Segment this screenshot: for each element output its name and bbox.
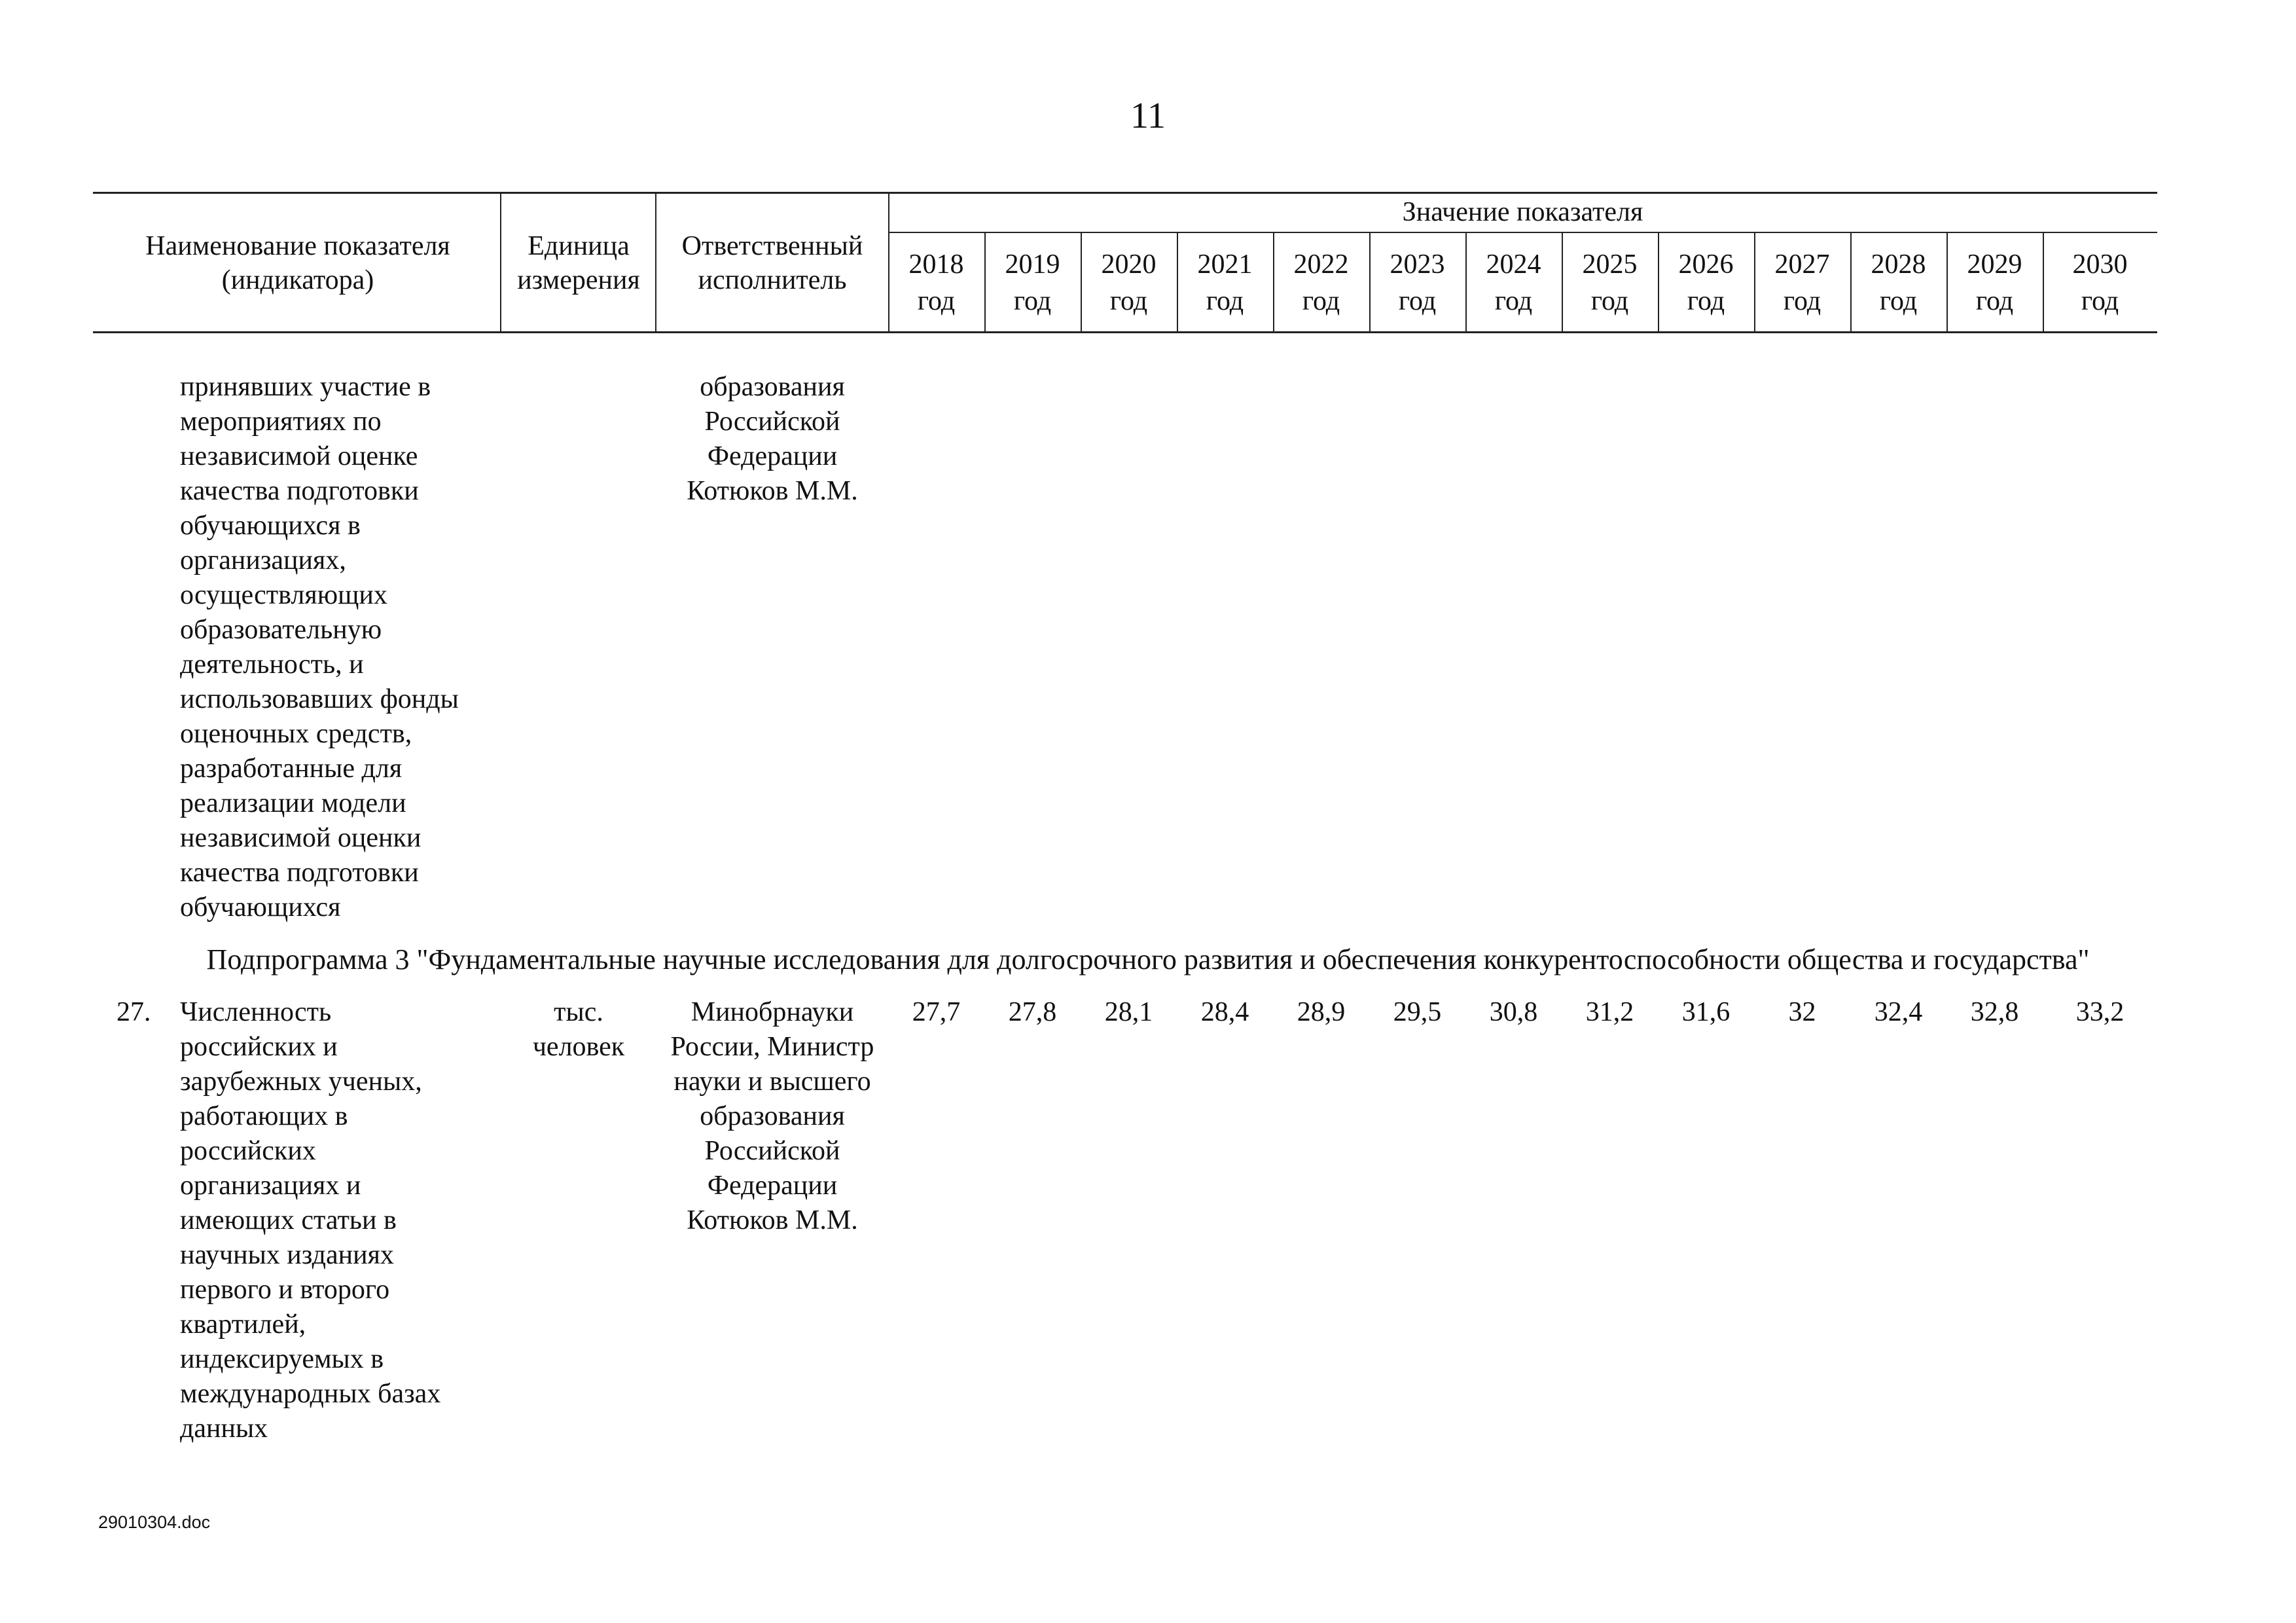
year-header-2024: 2024 год bbox=[1486, 249, 1541, 316]
year-header-2021: 2021 год bbox=[1197, 249, 1253, 316]
year-header-2020: 2020 год bbox=[1101, 249, 1157, 316]
header-values: Значение показателя bbox=[1402, 197, 1643, 227]
value-2020: 28,1 bbox=[1104, 997, 1153, 1027]
header-unit: Единица измерения bbox=[517, 231, 640, 295]
document-filename: 29010304.doc bbox=[98, 1512, 211, 1532]
value-2028: 32,4 bbox=[1874, 997, 1923, 1027]
year-header-2026: 2026 год bbox=[1678, 249, 1734, 316]
table-header-bottom-rule bbox=[93, 331, 2157, 333]
values-subheader-rule bbox=[888, 232, 2157, 233]
page-number: 11 bbox=[1130, 96, 1166, 136]
subprogram-heading: Подпрограмма 3 "Фундаментальные научные исследования для долгосрочного развития и обеспечения конкурентоспособности общества и государства" bbox=[206, 943, 2090, 976]
year-header-2022: 2022 год bbox=[1293, 249, 1349, 316]
value-2029: 32,8 bbox=[1970, 997, 2019, 1027]
year-header-2019: 2019 год bbox=[1005, 249, 1060, 316]
year-header-2018: 2018 год bbox=[908, 249, 964, 316]
year-header-2027: 2027 год bbox=[1774, 249, 1830, 316]
value-2024: 30,8 bbox=[1489, 997, 1538, 1027]
continued-executor: образования Российской Федерации Котюков М.М. bbox=[687, 372, 858, 506]
continued-indicator-name: принявших участие в мероприятиях по независимой оценке качества подготовки обучающихся в организациях, осуществляющих образовательную деятельность, и использовавших фонды оценочных средств, разработанные для реализации модели независимой оценки качества подготовки обучающихся bbox=[180, 372, 459, 922]
indicator-unit: тыс. человек bbox=[532, 997, 625, 1062]
value-2030: 33,2 bbox=[2075, 997, 2125, 1027]
table-header-top-rule bbox=[93, 192, 2157, 194]
value-2021: 28,4 bbox=[1200, 997, 1249, 1027]
value-2018: 27,7 bbox=[912, 997, 961, 1027]
header-divider bbox=[655, 192, 656, 333]
year-header-2028: 2028 год bbox=[1871, 249, 1926, 316]
value-2026: 31,6 bbox=[1681, 997, 1731, 1027]
value-2027: 32 bbox=[1788, 997, 1816, 1027]
indicator-name: Численность российских и зарубежных ученых, работающих в российских организациях и имеющих статьи в научных изданиях первого и второго квартилей, индексируемых в международных базах данных bbox=[180, 997, 441, 1444]
header-executor: Ответственный исполнитель bbox=[681, 231, 863, 295]
value-2022: 28,9 bbox=[1297, 997, 1346, 1027]
header-name: Наименование показателя (индикатора) bbox=[145, 231, 450, 295]
value-2019: 27,8 bbox=[1008, 997, 1057, 1027]
year-header-2025: 2025 год bbox=[1582, 249, 1638, 316]
value-2025: 31,2 bbox=[1585, 997, 1634, 1027]
year-header-2030: 2030 год bbox=[2072, 249, 2128, 316]
year-header-2029: 2029 год bbox=[1967, 249, 2022, 316]
indicator-executor: Минобрнауки России, Министр науки и высшего образования Российской Федерации Котюков М.М. bbox=[670, 997, 874, 1235]
header-divider bbox=[500, 192, 501, 333]
row-number: 27. bbox=[117, 997, 151, 1027]
value-2023: 29,5 bbox=[1393, 997, 1442, 1027]
year-header-2023: 2023 год bbox=[1390, 249, 1445, 316]
